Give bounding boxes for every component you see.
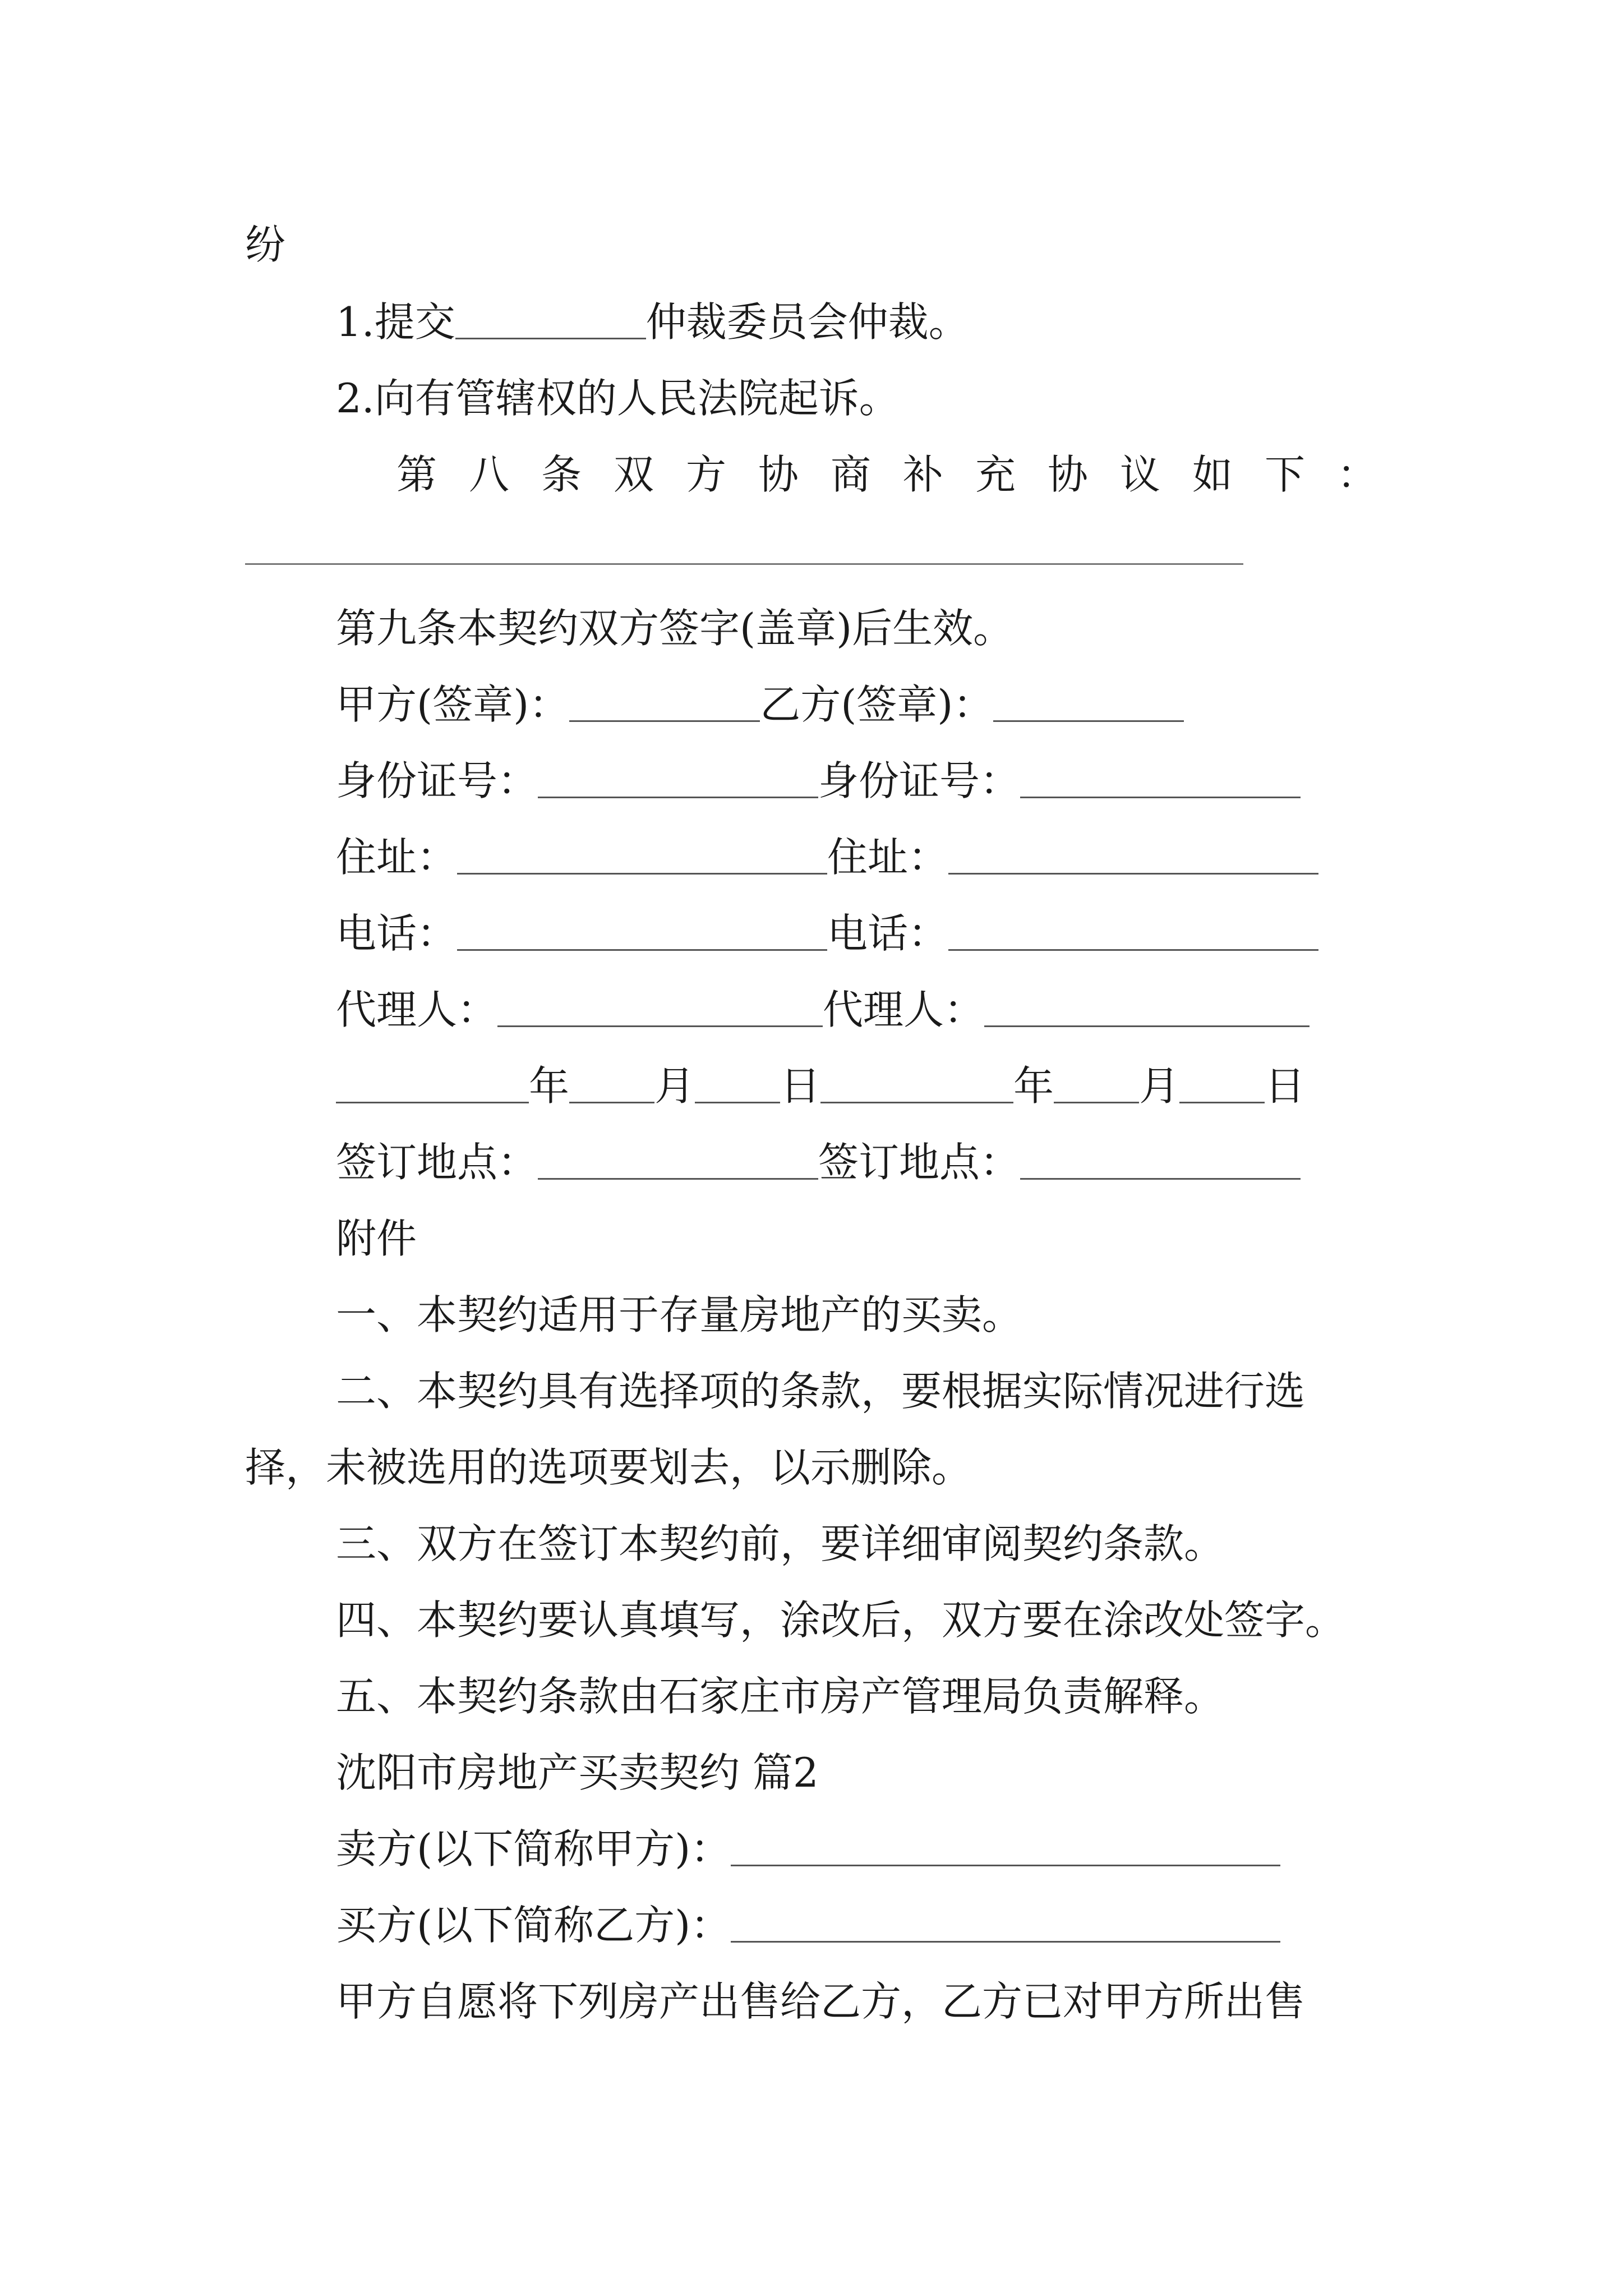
party-a-id-field[interactable] [538, 761, 818, 798]
clause-item-2: 2.向有管辖权的人民法院起诉。 [336, 375, 900, 422]
buyer-field[interactable] [731, 1905, 1280, 1943]
signature-row [336, 678, 1184, 731]
attachment-item-2: 二、本契约具有选择项的条款，要根据实际情况进行选 [336, 1368, 1306, 1415]
party-b-phone-label: 电话： [827, 910, 949, 957]
party-b-place-label: 签订地点： [818, 1139, 1021, 1186]
attachment-item-5: 五、本契约条款由石家庄市房产管理局负责解释。 [336, 1673, 1225, 1720]
article-9: 第九条本契约双方签字(盖章)后生效。 [336, 605, 1014, 652]
attachment-item-4: 四、本契约要认真填写，涂改后，双方要在涂改处签字。 [336, 1596, 1346, 1644]
party-a-month-field[interactable] [569, 1066, 654, 1103]
party-b-agent-label: 代理人： [823, 986, 985, 1033]
year-label: 年 [529, 1062, 570, 1110]
blank-field[interactable] [455, 302, 646, 339]
body-paragraph: 甲方自愿将下列房产出售给乙方，乙方已对甲方所出售 [336, 1978, 1306, 2025]
month-label: 月 [654, 1062, 695, 1110]
seller-label: 卖方(以下简称甲方)： [336, 1825, 731, 1872]
party-b-address-label: 住址： [827, 834, 949, 881]
address-row [336, 830, 1318, 884]
id-number-row [336, 754, 1301, 808]
party-b-signature-label: 乙方(签章)： [760, 681, 994, 728]
agent-row [336, 983, 1310, 1037]
party-b-id-field[interactable] [1020, 761, 1301, 798]
party-b-agent-field[interactable] [984, 990, 1310, 1027]
attachment-item-1: 一、本契约适用于存量房地产的买卖。 [336, 1291, 1023, 1338]
party-a-signature-field[interactable] [569, 684, 760, 722]
clause-item-1 [336, 295, 969, 349]
party-b-place-field[interactable] [1020, 1142, 1301, 1180]
buyer-row [336, 1898, 1280, 1952]
day-label: 日 [780, 1062, 821, 1110]
seller-row [336, 1822, 1280, 1876]
supplementary-agreement-line[interactable] [245, 563, 1243, 565]
party-b-day-field[interactable] [1179, 1066, 1265, 1103]
day-label: 日 [1265, 1062, 1306, 1110]
party-a-place-field[interactable] [538, 1142, 818, 1180]
year-label: 年 [1013, 1062, 1054, 1110]
party-b-year-field[interactable] [820, 1066, 1013, 1103]
text-line: 纷 [245, 221, 286, 268]
text-segment: 1.提交 [336, 298, 455, 346]
attachment-item-3: 三、双方在签订本契约前，要详细审阅契约条款。 [336, 1520, 1225, 1567]
article-8-heading: 第八条双方协商补充协议如下： [396, 451, 1410, 498]
party-a-signature-label: 甲方(签章)： [336, 681, 570, 728]
attachment-item-2-cont: 择，未被选用的选项要划去，以示删除。 [245, 1444, 972, 1491]
party-b-address-field[interactable] [948, 837, 1318, 875]
party-b-id-label: 身份证号： [818, 757, 1021, 804]
month-label: 月 [1139, 1062, 1180, 1110]
seller-field[interactable] [731, 1829, 1280, 1866]
section-title: 沈阳市房地产买卖契约 篇2 [336, 1749, 819, 1796]
party-a-place-label: 签订地点： [336, 1139, 538, 1186]
party-a-id-label: 身份证号： [336, 757, 538, 804]
party-a-agent-label: 代理人： [336, 986, 498, 1033]
party-a-phone-field[interactable] [457, 913, 827, 951]
party-a-year-field[interactable] [336, 1066, 529, 1103]
text-segment: 仲裁委员会仲裁。 [645, 298, 969, 346]
attachment-heading: 附件 [336, 1215, 417, 1262]
date-row [336, 1059, 1305, 1113]
party-b-signature-field[interactable] [993, 684, 1184, 722]
party-b-month-field[interactable] [1054, 1066, 1139, 1103]
phone-row [336, 907, 1318, 960]
party-a-day-field[interactable] [695, 1066, 780, 1103]
signing-place-row [336, 1135, 1301, 1189]
party-a-phone-label: 电话： [336, 910, 458, 957]
buyer-label: 买方(以下简称乙方)： [336, 1902, 731, 1949]
party-a-address-label: 住址： [336, 834, 458, 881]
party-a-agent-field[interactable] [497, 990, 823, 1027]
party-a-address-field[interactable] [457, 837, 827, 875]
party-b-phone-field[interactable] [948, 913, 1318, 951]
